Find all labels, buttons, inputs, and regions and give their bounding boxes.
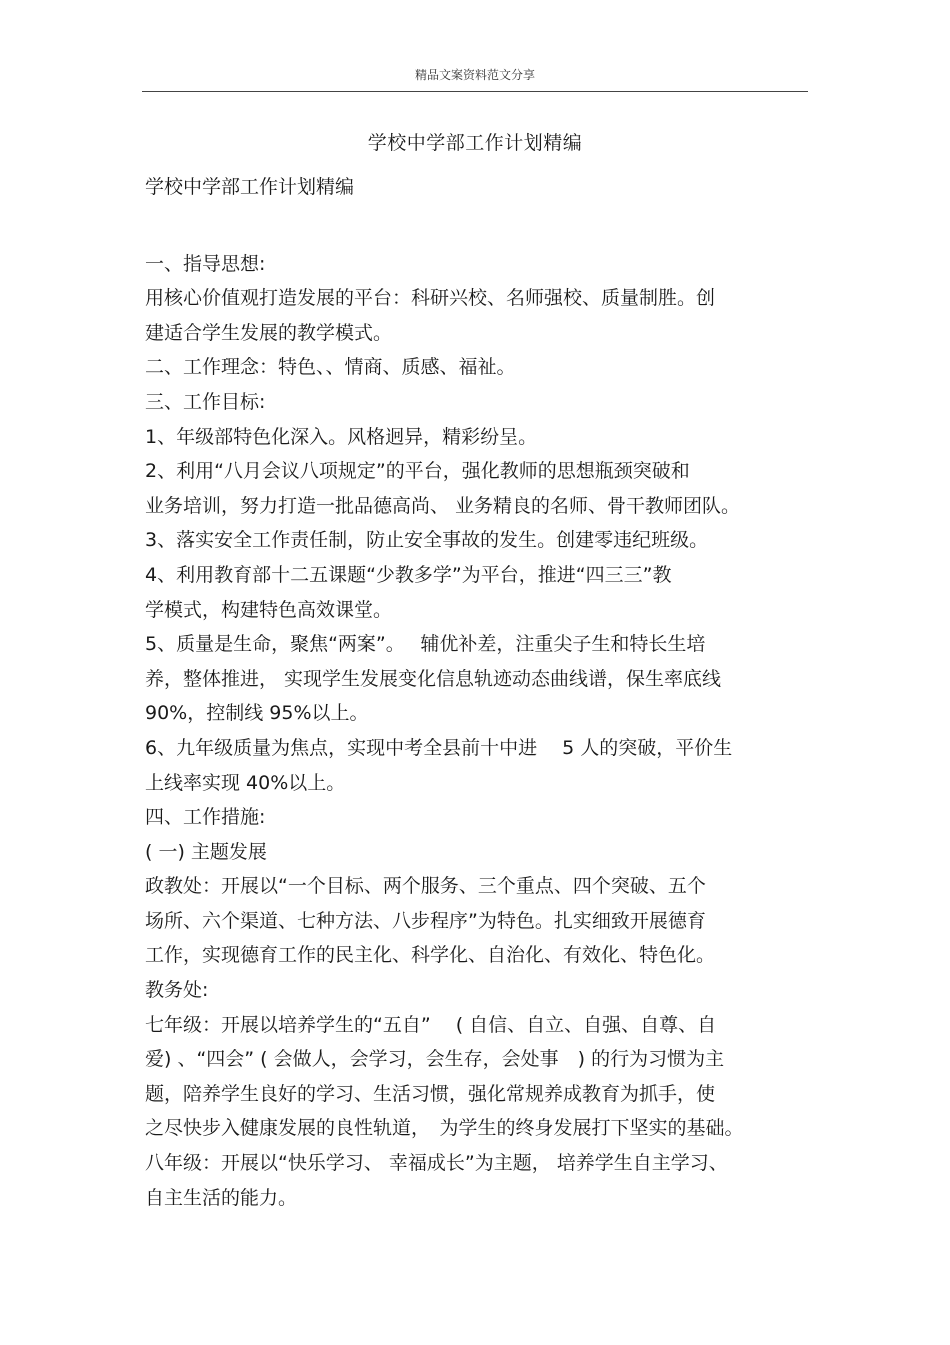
text-line: 二、工作理念：特色、、情商、质感、福祉。 [145,356,516,379]
text-line: 业务培训，努力打造一批品德高尚、 业务精良的名师、骨干教师团队。 [145,494,741,517]
paragraph-lines [145,247,815,1216]
page-header: 精品文案资料范文分享 [414,68,535,82]
text-line: 1、年级部特色化深入。风格迥异，精彩纷呈。 [145,425,538,448]
blank-gap [145,205,815,247]
text-line: 90%，控制线 95%以上。 [145,702,369,725]
text-line: 学模式，构建特色高效课堂。 [145,598,393,621]
text-line: 4、利用教育部十二五课题“少教多学”为平台，推进“四三三”教 [145,563,672,586]
text-line: 题，陪养学生良好的学习、生活习惯，强化常规养成教育为抓手，使 [145,1082,716,1105]
text-line: 养，整体推进， 实现学生发展变化信息轨迹动态曲线谱，保生率底线 [145,667,722,690]
text-line: 上线率实现 40%以上。 [145,771,346,794]
text-line: 七年级：开展以培养学生的“五自” ( 自信、自立、自强、自尊、自 [145,1013,717,1036]
document-title: 学校中学部工作计划精编 [367,132,583,154]
text-line: 建适合学生发展的教学模式。 [145,321,393,344]
text-line: 八年级：开展以“快乐学习、 幸福成长”为主题， 培养学生自主学习、 [145,1152,728,1175]
text-line: 政教处：开展以“一个目标、两个服务、三个重点、四个突破、五个 [145,875,706,898]
text-line: 用核心价值观打造发展的平台：科研兴校、名师强校、质量制胜。创 [145,287,716,310]
document-subtitle: 学校中学部工作计划精编 [145,176,355,198]
text-line: 之尽快步入健康发展的良性轨道， 为学生的终身发展打下坚实的基础。 [145,1117,744,1140]
text-line: 3、落实安全工作责任制，防止安全事故的发生。创建零违纪班级。 [145,529,709,552]
text-line: 一、指导思想: [145,252,266,275]
document-body [145,170,815,1215]
text-line: 教务处: [145,979,209,1002]
text-line: 爱) 、“四会” ( 会做人，会学习，会生存，会处事 ) 的行为习惯为主 [145,1048,725,1071]
text-line: 三、工作目标: [145,390,266,413]
text-line: 6、九年级质量为焦点，实现中考全县前十中进 5 人的突破，平价生 [145,736,733,759]
text-line: 工作，实现德育工作的民主化、科学化、自治化、有效化、特色化。 [145,944,716,967]
text-line: ( 一) 主题发展 [145,840,267,863]
header-divider [142,91,808,92]
text-line: 2、利用“八月会议八项规定”的平台，强化教师的思想瓶颈突破和 [145,460,690,483]
text-line: 四、工作措施: [145,806,266,829]
text-line: 自主生活的能力。 [145,1186,298,1209]
text-line: 场所、六个渠道、七种方法、八步程序”为特色。扎实细致开展德育 [145,909,706,932]
text-line: 5、质量是生命，聚焦“两案”。 辅优补差，注重尖子生和特长生培 [145,633,706,656]
